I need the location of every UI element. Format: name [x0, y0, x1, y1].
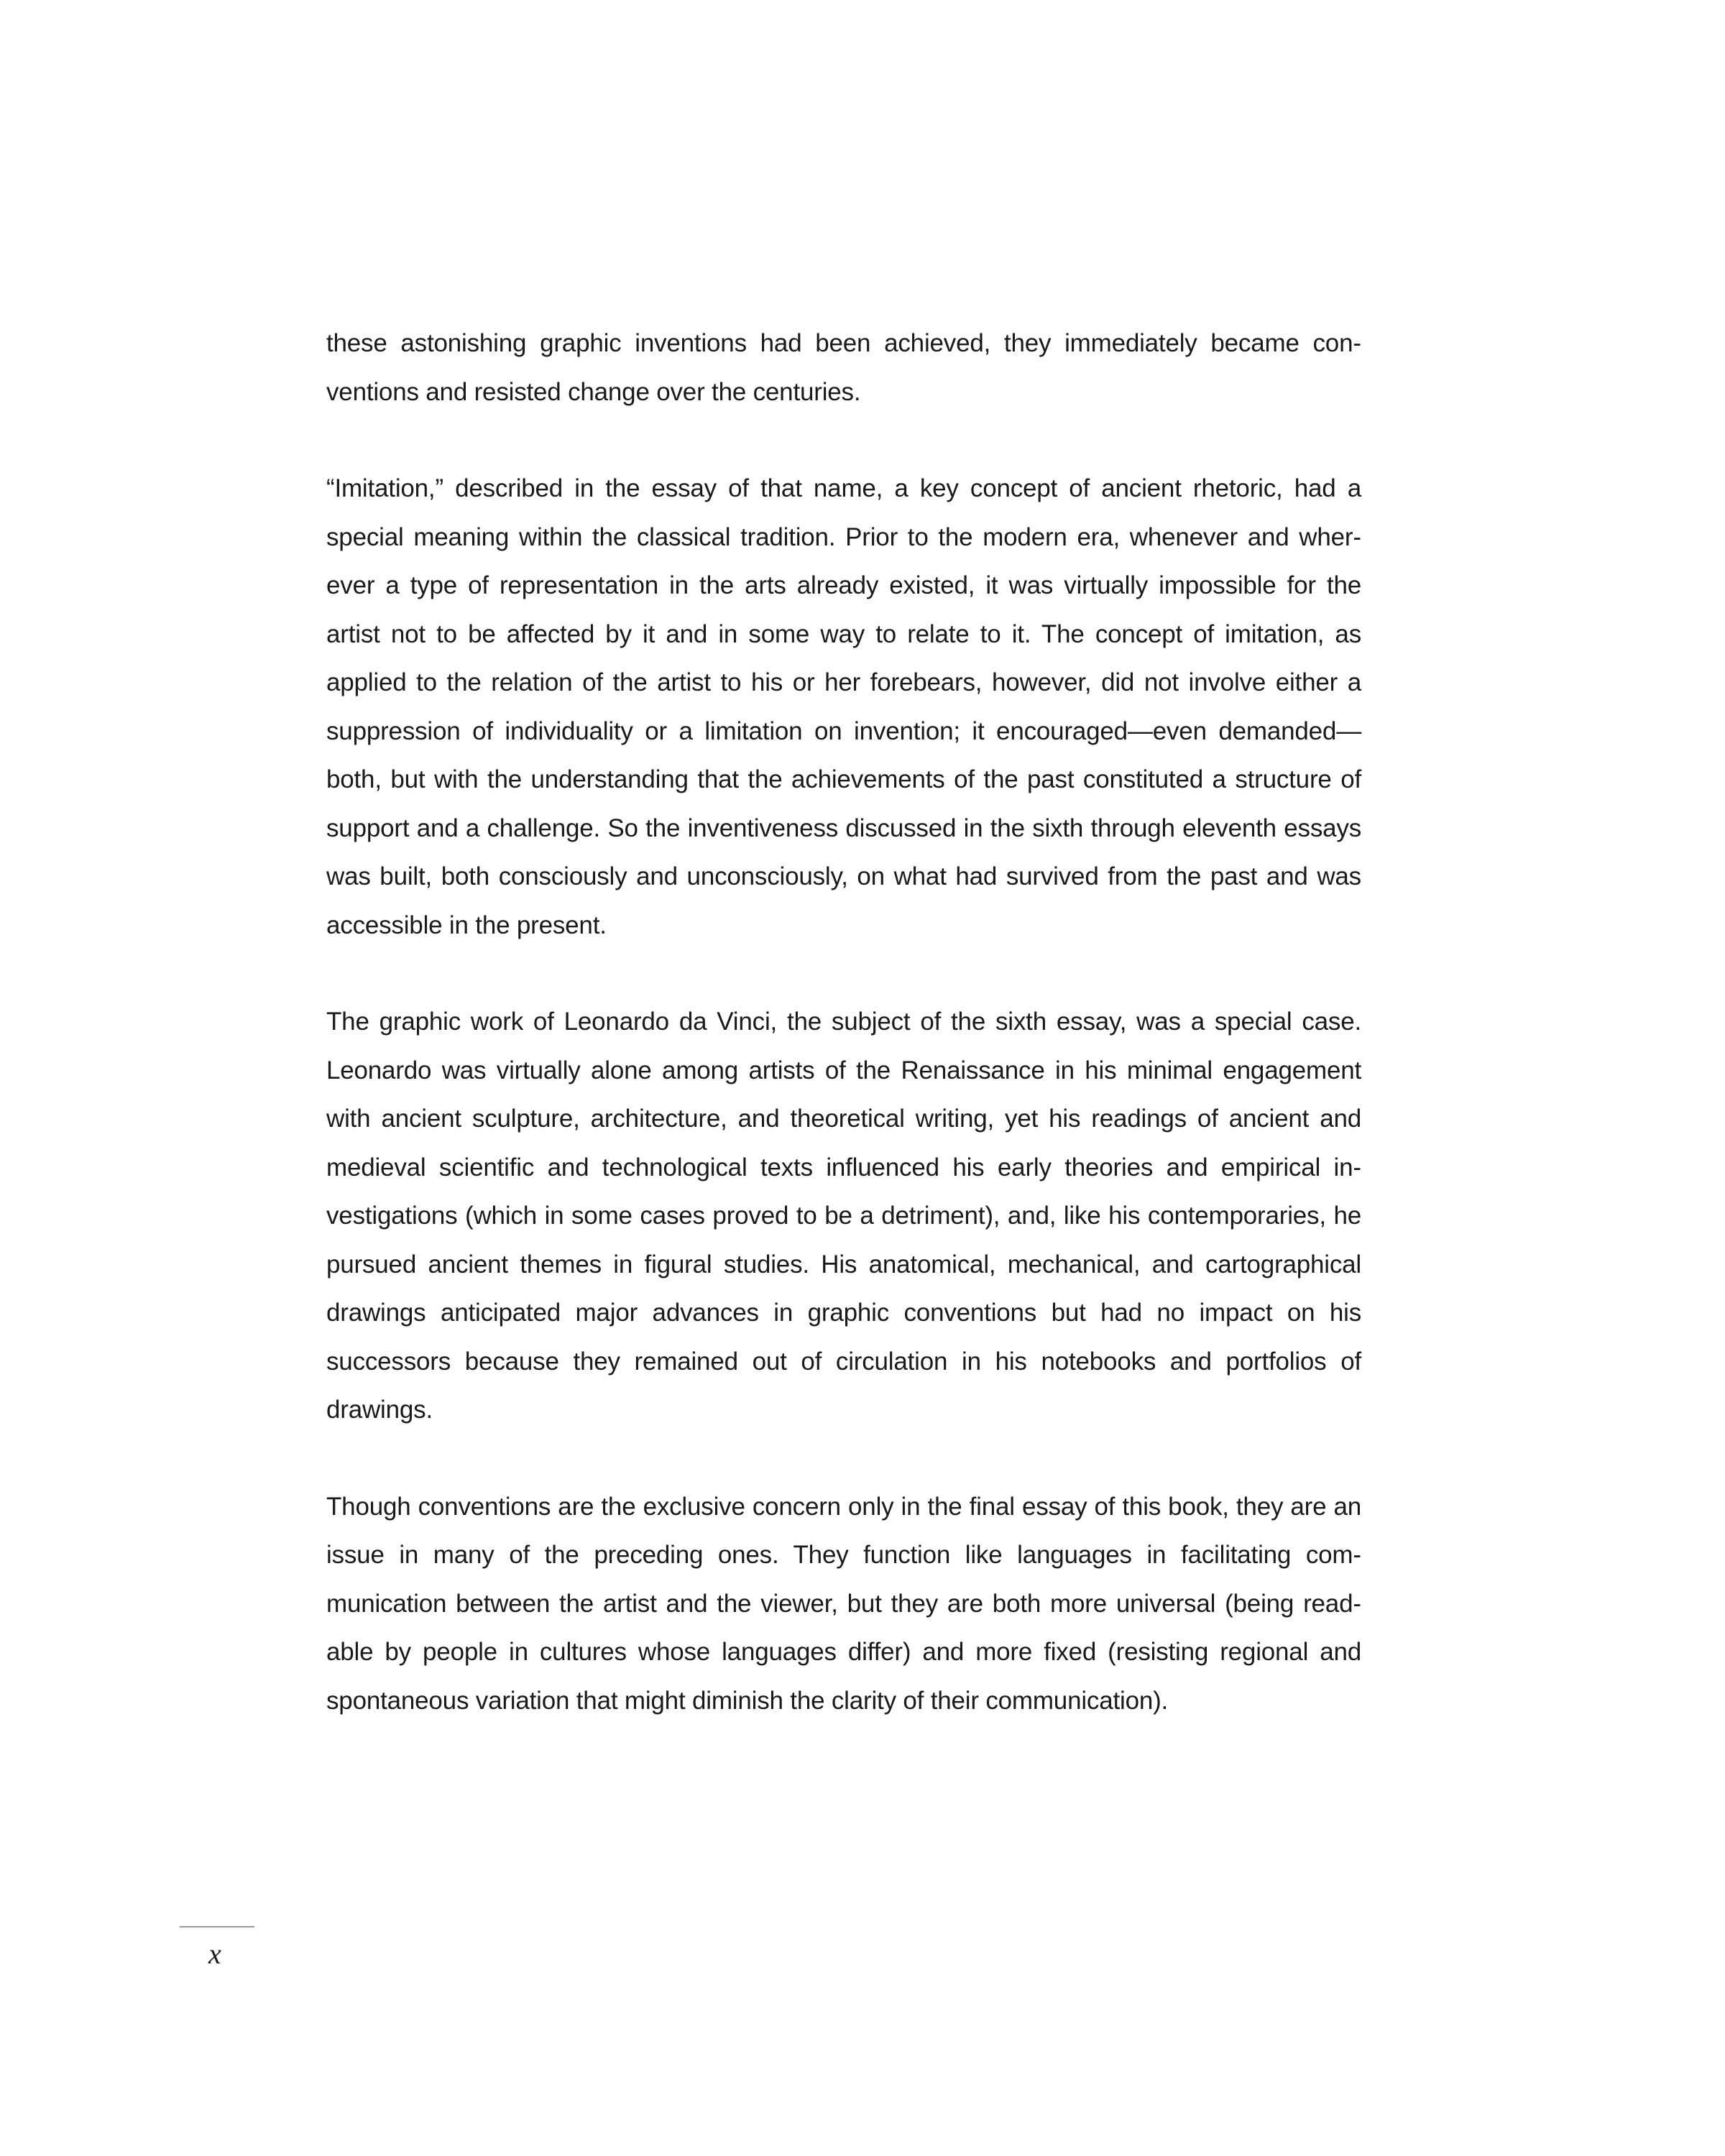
page-number: x — [208, 1938, 221, 1970]
folio-rule — [180, 1926, 254, 1927]
paragraph-1: these astonishing graphic inventions had been achieved, they immediately became conventions and resisted change over the centuries. — [326, 329, 1361, 406]
paragraph-4: Though conventions are the exclusive concern only in the final essay of this book, they are an issue in many of the preceding ones. They function like languages in facilitating communication between the artist and the viewer, but they are both more universal (being readable by people in cultures whose languages differ) and more fixed (resisting regional and spontaneous variation that might diminish the clarity of their communication). — [326, 1492, 1361, 1715]
paragraph-3: The graphic work of Leonardo da Vinci, the subject of the sixth essay, was a special case. Leonardo was virtually alone among artists of the Renaissance in his minimal engagement with ancient sculpture, architecture, and theoretical writing, yet his readings of ancient and medieval scientific and technological texts influenced his early theories and empirical investigations (which in some cases proved to be a detriment), and, like his contemporaries, he pursued ancient themes in figural studies. His anatomical, mechanical, and cartographical drawings anticipated major advances in graphic conventions but had no impact on his successors because they remained out of circulation in his notebooks and portfolios of drawings. — [326, 1008, 1361, 1424]
body-text — [326, 319, 1361, 1725]
paragraph-2: “Imitation,” described in the essay of that name, a key concept of ancient rhetoric, had a special meaning within the classical tradition. Prior to the modern era, whenever and wherever a type of representation in the arts already existed, it was virtually impossible for the artist not to be affected by it and in some way to relate to it. The concept of imitation, as applied to the relation of the artist to his or her forebears, however, did not involve either a suppression of individuality or a limitation on invention; it encouraged—even demanded—both, but with the understanding that the achievements of the past constituted a structure of support and a challenge. So the inventiveness discussed in the sixth through eleventh essays was built, both consciously and unconsciously, on what had survived from the past and was accessible in the present. — [326, 474, 1361, 939]
